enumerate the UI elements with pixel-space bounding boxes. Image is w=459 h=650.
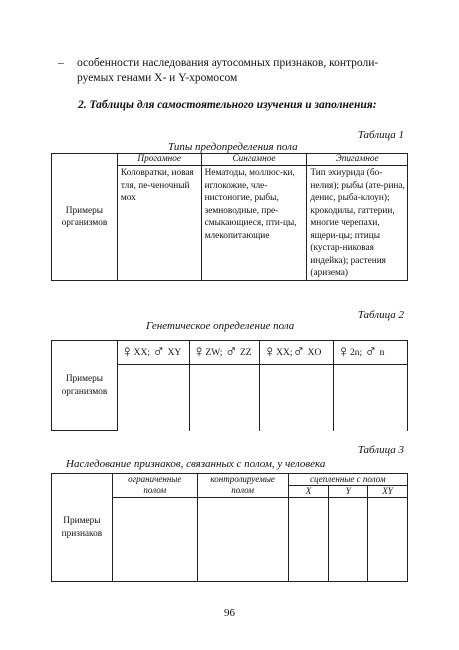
table3-header: сцепленные с полом — [288, 474, 407, 486]
table1-cell: Коловратки, иовая тля, пе-ченочный мох — [117, 166, 201, 281]
table2-header-text: ZZ — [239, 347, 252, 358]
male-symbol-icon: ♂ — [364, 341, 378, 361]
table2-header-text: XX; — [276, 347, 293, 358]
section-heading: 2. Таблицы для самостоятельного изучения и заполнения: — [78, 99, 377, 111]
table2-header — [260, 341, 334, 365]
table3-cell — [368, 498, 408, 582]
table3-header: контролируемые полом — [197, 474, 288, 498]
table2-header — [189, 341, 260, 365]
table1-row-label — [52, 154, 118, 281]
table2 — [51, 340, 408, 431]
table1-header: Прогамное — [117, 154, 201, 166]
table3-label: Таблица 3 — [357, 444, 404, 456]
table2-cell — [189, 365, 260, 431]
table1-header: Эпигамное — [307, 154, 408, 166]
female-symbol-icon: ♀ — [337, 341, 350, 361]
table3-cell — [112, 498, 197, 582]
table3-caption: Наследование признаков, связанных с полом, у человека — [66, 458, 326, 470]
table3-subheader: XY — [368, 486, 408, 498]
table2-header — [117, 341, 189, 365]
table2-row-label — [52, 341, 118, 431]
table3-cell — [197, 498, 288, 582]
male-symbol-icon: ♂ — [152, 341, 166, 361]
table3 — [51, 473, 408, 582]
table2-header-text: XO — [307, 347, 322, 358]
table3-cell — [288, 498, 329, 582]
female-symbol-icon: ♀ — [263, 341, 277, 361]
table2-header-text: XY — [167, 347, 182, 358]
table3-cell — [329, 498, 368, 582]
table1-row-label-text: Примеры организмов — [61, 205, 108, 228]
table2-cell — [260, 365, 334, 431]
table2-label: Таблица 2 — [357, 309, 404, 321]
table1-label: Таблица 1 — [357, 129, 404, 141]
table2-caption: Генетическое определение пола — [146, 320, 295, 332]
bullet-text: особенности наследования аутосомных признаков, контроли-руемых генами Х- и Y-хромосом — [77, 57, 379, 84]
table3-row-label-text: Примеры признаков — [61, 516, 103, 539]
table1-caption: Типы предопределения пола — [168, 141, 298, 153]
table2-header-text: 2n; — [349, 347, 363, 358]
female-symbol-icon: ♀ — [120, 341, 134, 361]
table3-header: ограниченные полом — [112, 474, 197, 498]
table2-header-text: n — [379, 347, 385, 358]
male-symbol-icon: ♂ — [224, 341, 238, 361]
male-symbol-icon: ♂ — [292, 341, 306, 361]
table2-row-label-text: Примеры организмов — [61, 374, 108, 397]
table1-header: Сингамное — [201, 154, 307, 166]
table1-cell: Тип эхиурида (бо-нелия); рыбы (ате-рина, денис, рыба-клоун); крокодилы, гаттерии, многие черепахи, ящери-цы; птицы (кустар-никовая индейка); растения (аризема) — [307, 166, 408, 281]
table2-cell — [334, 365, 408, 431]
table1-cell: Нематоды, моллюс-ки, иглокожие, чле-нистоногие, рыбы, земноводные, пре-смыкающиеся, пти-цы, млекопитающие — [201, 166, 307, 281]
page-number: 96 — [224, 607, 235, 619]
table2-header-text: ZW; — [205, 347, 223, 358]
table2-header — [334, 341, 408, 365]
table1 — [51, 153, 408, 281]
bullet-dash: – — [58, 57, 64, 69]
table2-cell — [117, 365, 189, 431]
table3-row-label — [52, 474, 113, 582]
female-symbol-icon: ♀ — [192, 341, 206, 361]
table3-subheader: X — [288, 486, 329, 498]
table3-subheader: Y — [329, 486, 368, 498]
table2-header-text: XX; — [133, 347, 150, 358]
